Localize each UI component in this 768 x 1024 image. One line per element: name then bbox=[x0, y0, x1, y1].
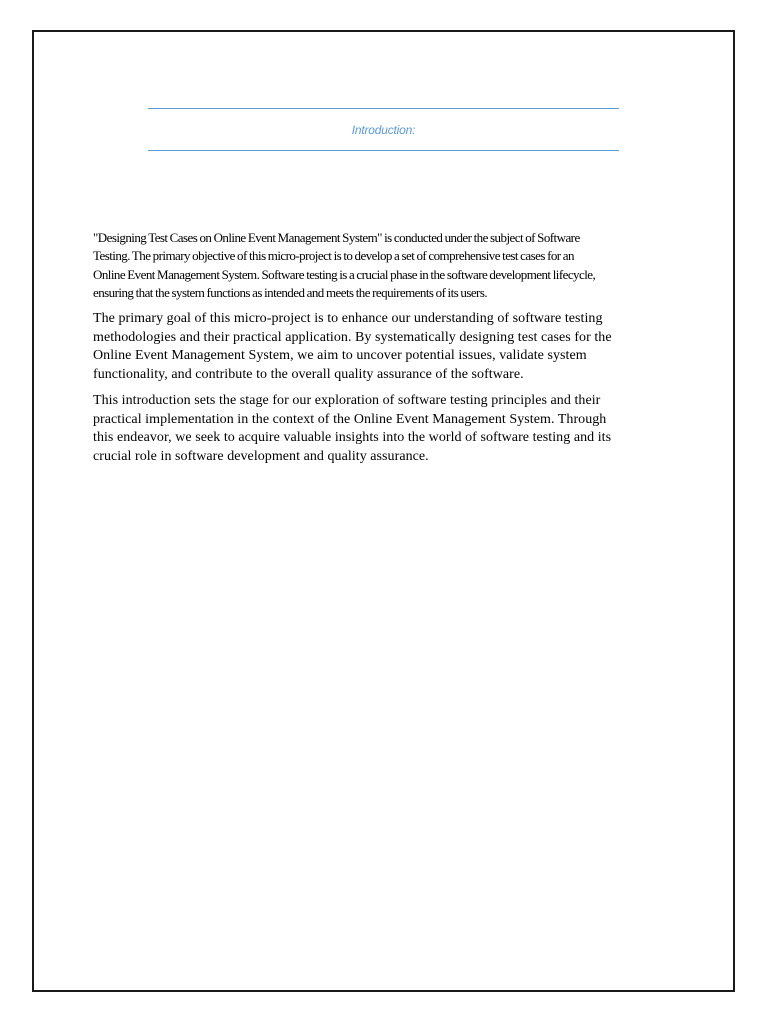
heading-rule-block bbox=[148, 108, 619, 151]
paragraph-3-line-3: this endeavor, we seek to acquire valuable insights into the world of software testing and its bbox=[93, 430, 612, 446]
page-border bbox=[32, 30, 735, 992]
paragraph-1-line-4: ensuring that the system functions as intended and meets the requirements of its users. bbox=[93, 284, 488, 300]
paragraph-1-line-2: Testing. The primary objective of this micro-project is to develop a set of comprehensive test cases for an bbox=[93, 248, 574, 264]
paragraph-1 bbox=[93, 229, 673, 302]
paragraph-3 bbox=[93, 392, 673, 466]
paragraph-1-line-1: "Designing Test Cases on Online Event Management System" is conducted under the subject of Software bbox=[93, 230, 580, 245]
paragraph-2 bbox=[93, 310, 673, 384]
paragraph-2-line-3: Online Event Management System, we aim to uncover potential issues, validate system bbox=[93, 348, 587, 364]
paragraph-1-line-3: Online Event Management System. Software testing is a crucial phase in the software development lifecycle, bbox=[93, 266, 596, 282]
paragraph-2-line-2: methodologies and their practical application. By systematically designing test cases for the bbox=[93, 329, 612, 345]
paragraph-3-line-1: This introduction sets the stage for our exploration of software testing principles and their bbox=[93, 393, 601, 408]
paragraph-2-line-1: The primary goal of this micro-project is to enhance our understanding of software testing bbox=[93, 311, 603, 326]
paragraph-2-line-4: functionality, and contribute to the overall quality assurance of the software. bbox=[93, 366, 524, 382]
paragraph-3-line-2: practical implementation in the context of the Online Event Management System. Through bbox=[93, 411, 607, 427]
paragraph-3-line-4: crucial role in software development and quality assurance. bbox=[93, 448, 429, 464]
page-heading: Introduction: bbox=[351, 122, 416, 137]
